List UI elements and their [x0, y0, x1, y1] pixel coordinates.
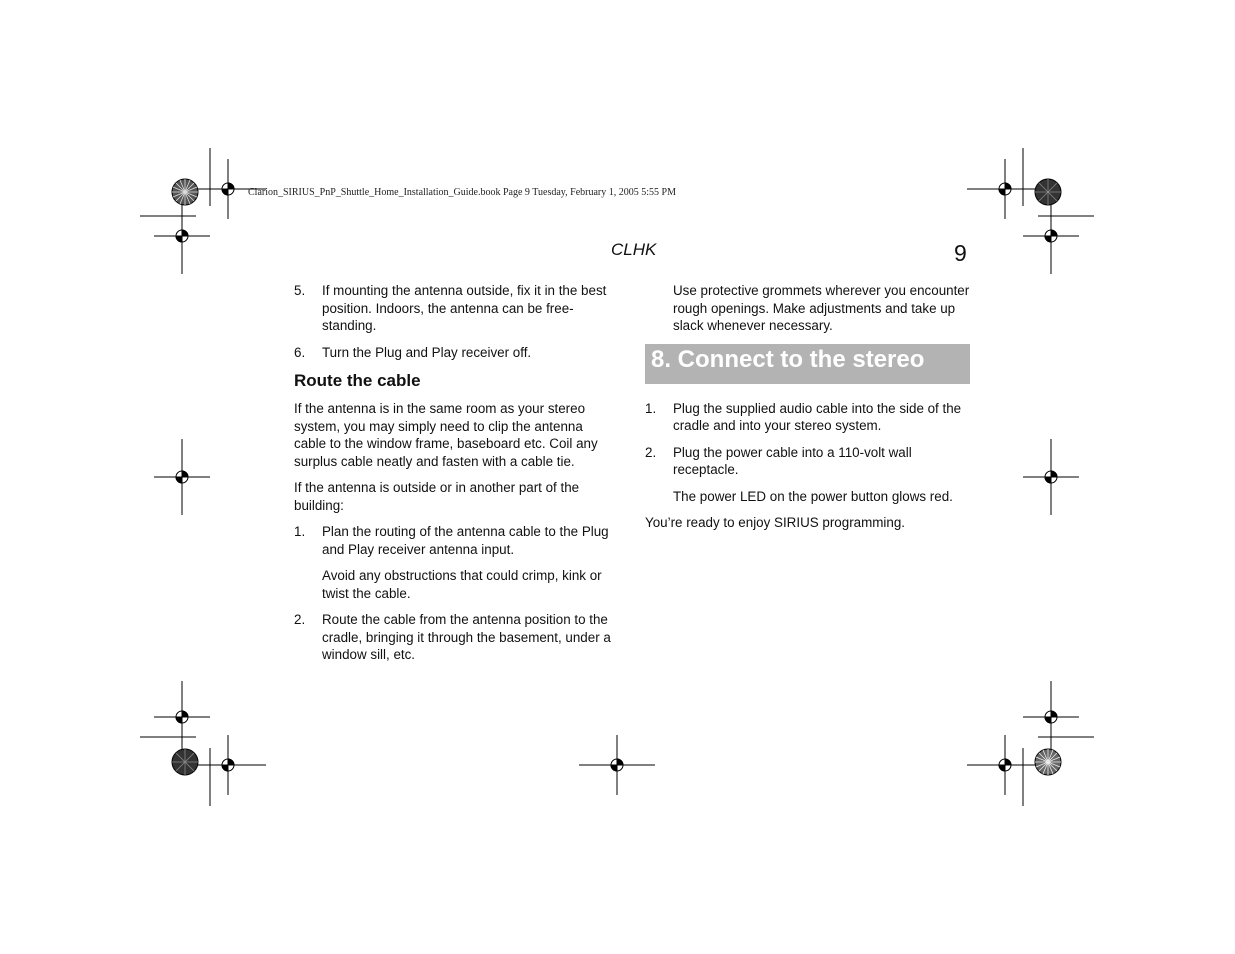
- crosshair-icon: [967, 735, 1043, 795]
- section-heading: Route the cable: [294, 371, 421, 390]
- star-target-icon: [172, 179, 198, 205]
- paragraph: If the antenna is in the same room as your stereo system, you may simply need to clip the antenna cable to the window frame, baseboard etc. Coil any surplus cable neatly and fasten with a cable tie.: [294, 401, 598, 469]
- print-slug: Clarion_SIRIUS_PnP_Shuttle_Home_Installation_Guide.book Page 9 Tuesday, February 1, 2005 5:55 PM: [248, 187, 676, 198]
- crosshair-icon: [1023, 198, 1079, 274]
- paragraph: If the antenna is outside or in another part of the building:: [294, 480, 580, 513]
- star-target-icon: [1035, 749, 1061, 775]
- list-text: Turn the Plug and Play receiver off.: [322, 344, 532, 360]
- list-note: Use protective grommets wherever you encounter rough openings. Make adjustments and take up slack whenever necessary.: [673, 283, 970, 333]
- list-item: [294, 523, 618, 558]
- crosshair-icon: [967, 159, 1043, 219]
- list-number: 1.: [294, 524, 306, 539]
- section-title-bar: 8. Connect to the stereo: [645, 344, 970, 384]
- list-item: [645, 400, 970, 435]
- crosshair-icon: [1023, 681, 1079, 753]
- list-text: If mounting the antenna outside, fix it in the best position. Indoors, the antenna can be free-standing.: [322, 283, 607, 333]
- list-item: [294, 282, 618, 335]
- list-number: 2.: [294, 612, 306, 627]
- list-note: Avoid any obstructions that could crimp, kink or twist the cable.: [322, 568, 602, 601]
- list-number: 5.: [294, 283, 306, 298]
- crosshair-icon: [1023, 439, 1079, 515]
- list-number: 1.: [645, 400, 657, 416]
- crosshair-icon: [154, 439, 210, 515]
- page-number: 9: [954, 240, 967, 266]
- running-header: CLHK: [611, 240, 657, 259]
- list-text: Route the cable from the antenna position to the cradle, bringing it through the basement, under a window sill, etc.: [322, 612, 611, 662]
- right-column: [645, 282, 970, 541]
- crosshair-icon: [154, 681, 210, 753]
- paragraph: You’re ready to enjoy SIRIUS programming.: [645, 515, 906, 530]
- list-number: 2.: [645, 444, 657, 460]
- list-text: Plug the power cable into a 110-volt wall receptacle.: [673, 444, 912, 477]
- list-item: [294, 611, 618, 664]
- star-target-icon: [172, 749, 198, 775]
- list-note: The power LED on the power button glows red.: [673, 488, 953, 504]
- list-item: [294, 344, 618, 362]
- left-column: [294, 282, 618, 673]
- list-item: [645, 444, 970, 479]
- list-number: 6.: [294, 344, 306, 360]
- crosshair-icon: [154, 198, 210, 274]
- crosshair-icon: [190, 735, 266, 795]
- list-text: Plan the routing of the antenna cable to the Plug and Play receiver antenna input.: [322, 524, 609, 557]
- list-text: Plug the supplied audio cable into the side of the cradle and into your stereo system.: [673, 400, 962, 433]
- star-target-icon: [1035, 179, 1061, 205]
- crosshair-icon: [579, 735, 655, 795]
